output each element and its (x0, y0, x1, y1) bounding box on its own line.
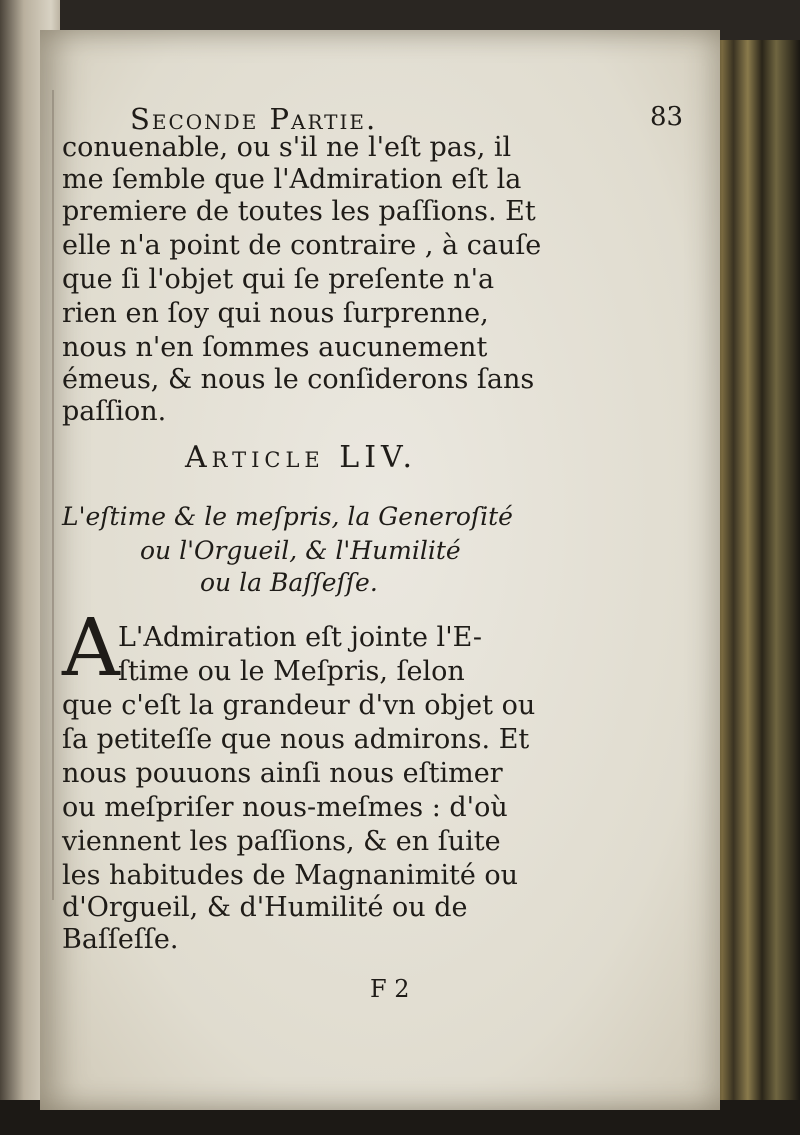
article-summary-line: ou l'Orgueil, & l'Humilité (140, 536, 461, 565)
page-number: 83 (650, 102, 684, 132)
text-line: ſtime ou le Meſpris, ſelon (118, 656, 465, 687)
article-summary-line: L'eſtime & le meſpris, la Generoſité (62, 502, 513, 531)
text-line: que c'eſt la grandeur d'vn objet ou (62, 690, 536, 721)
text-line: me ſemble que l'Admiration eſt la (62, 164, 522, 195)
text-line: nous n'en ſommes aucunement (62, 332, 488, 363)
text-line: elle n'a point de contraire , à cauſe (62, 230, 542, 261)
text-line: les habitudes de Magnanimité ou (62, 860, 519, 891)
article-heading: Article LIV. (185, 440, 418, 475)
text-line: rien en ſoy qui nous ſurprenne, (62, 298, 489, 329)
text-line: nous pouuons ainſi nous eſtimer (62, 758, 503, 789)
drop-cap: A (62, 601, 120, 694)
text-line: émeus, & nous le conſiderons ſans (62, 364, 535, 395)
running-head: Seconde Partie. (130, 102, 378, 136)
text-line: viennent les paſſions, & en ſuite (62, 826, 501, 857)
signature-mark: F 2 (370, 975, 410, 1003)
margin-rule (52, 90, 54, 900)
text-line: ou meſpriſer nous-meſmes : d'où (62, 792, 508, 823)
text-line: que ſi l'objet qui ſe preſente n'a (62, 264, 495, 295)
text-line: L'Admiration eſt jointe l'E- (118, 622, 482, 653)
text-line: d'Orgueil, & d'Humilité ou de (62, 892, 468, 923)
text-line: premiere de toutes les paſſions. Et (62, 196, 536, 227)
text-line: ſa petiteſſe que nous admirons. Et (62, 724, 530, 755)
article-summary-line: ou la Baſſeſſe. (200, 568, 378, 597)
text-line: conuenable, ou s'il ne l'eſt pas, il (62, 132, 512, 163)
text-line: Baſſeſſe. (62, 924, 179, 955)
text-line: paſſion. (62, 396, 167, 427)
